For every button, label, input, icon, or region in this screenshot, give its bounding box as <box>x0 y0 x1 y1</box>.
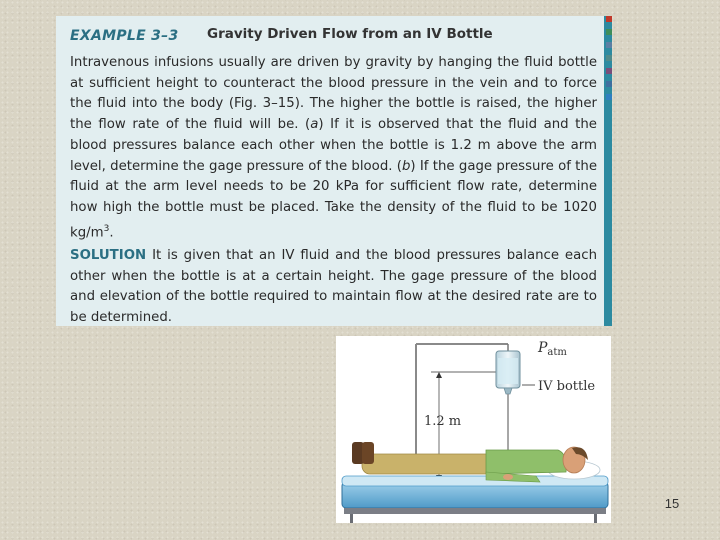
part-a-marker: a <box>310 117 319 133</box>
unit-exponent: 3 <box>103 223 110 234</box>
patm-symbol: P <box>538 340 548 356</box>
problem-text-part: ) If the gage pressure of the fluid at the arm level needs to be 20 kPa for sufficient flow rate, determine how high the bottle must be placed. Take the density of the fluid to be 1020 kg/m <box>70 158 597 241</box>
accent-square <box>606 55 612 61</box>
accent-square <box>606 42 612 48</box>
iv-illustration <box>336 336 611 523</box>
solution-text: It is given that an IV fluid and the blood pressures balance each other when the bottle is at a certain height. The gage pressure of the blood and elevation of the bottle required to maintain flow at the desired rate are to be determined. <box>70 248 597 326</box>
accent-square <box>606 81 612 87</box>
accent-square <box>606 16 612 22</box>
solution-block <box>70 246 597 329</box>
accent-square <box>606 68 612 74</box>
bed <box>342 476 608 523</box>
solution-label: SOLUTION <box>70 248 147 263</box>
example-problem-text <box>70 53 597 244</box>
patm-subscript: atm <box>547 347 567 358</box>
example-panel <box>56 16 612 326</box>
patm-label <box>537 340 567 358</box>
page-number: 15 <box>664 496 680 511</box>
iv-figure <box>336 336 611 523</box>
iv-bottle-label: IV bottle <box>538 379 596 394</box>
example-header <box>70 25 592 45</box>
example-title: Gravity Driven Flow from an IV Bottle <box>207 26 493 42</box>
accent-squares <box>604 16 612 107</box>
accent-square <box>606 94 612 100</box>
height-label: 1.2 m <box>424 414 462 429</box>
example-label: EXAMPLE 3–3 <box>70 28 179 44</box>
accent-square <box>606 29 612 35</box>
problem-text-part: ) If it is observed that the fluid and the blood pressures balance each other when the bottle is 1.2 m above the arm level, determine the gage pressure of the blood. ( <box>70 117 597 174</box>
iv-stand <box>416 344 508 456</box>
problem-text-part: . <box>109 225 114 241</box>
problem-text-part: Intravenous infusions usually are driven by gravity by hanging the fluid bottle at sufficient height to counteract the blood pressure in the vein and to force the fluid into the body (Fig. 3–15). The higher the bottle is raised, the higher the flow rate of the fluid will be. ( <box>70 55 597 133</box>
part-b-marker: b <box>401 158 411 174</box>
